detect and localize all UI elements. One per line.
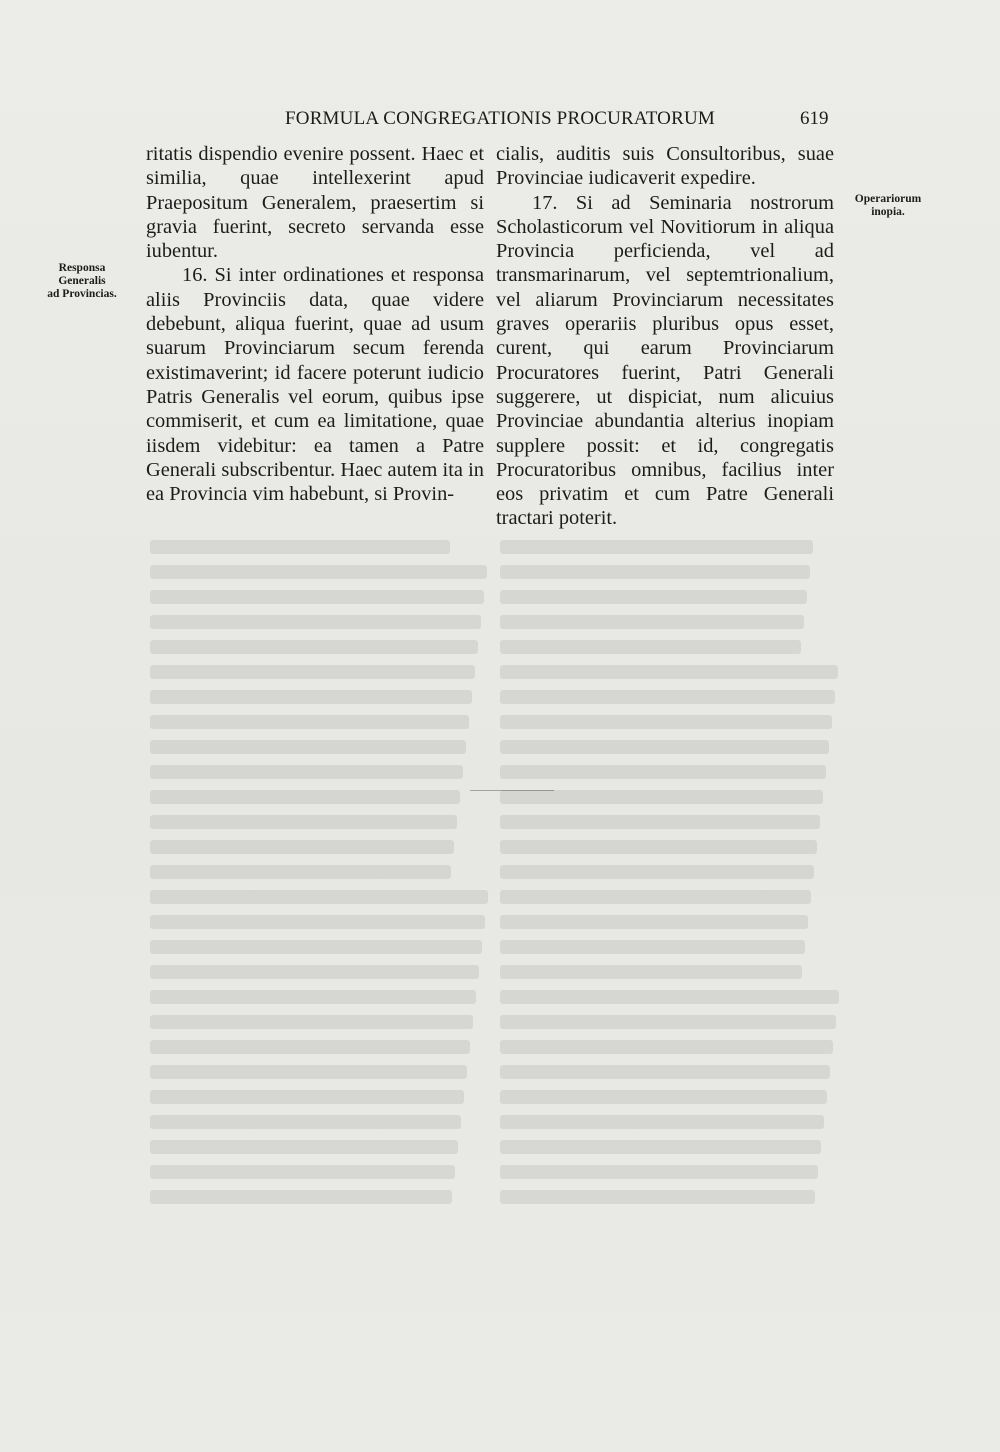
show-through-line xyxy=(500,990,839,1004)
margin-note-responsa xyxy=(32,262,132,301)
show-through-line xyxy=(500,715,832,729)
show-through-line xyxy=(500,1165,818,1179)
show-through-line xyxy=(150,940,482,954)
show-through-line xyxy=(150,1115,461,1129)
show-through-line xyxy=(150,990,476,1004)
show-through-line xyxy=(500,940,805,954)
show-through-line xyxy=(150,1090,464,1104)
show-through-line xyxy=(150,865,451,879)
show-through-line xyxy=(150,690,472,704)
show-through-line xyxy=(500,790,823,804)
show-through-line xyxy=(150,665,475,679)
show-through-line xyxy=(500,965,802,979)
show-through-line xyxy=(150,790,460,804)
show-through-line xyxy=(500,640,801,654)
margin-note-line: inopia. xyxy=(871,206,905,218)
show-through-line xyxy=(500,615,804,629)
show-through-line xyxy=(150,1190,452,1204)
show-through-line xyxy=(150,540,450,554)
paragraph-17: 17. Si ad Seminaria nostrorum Scholasticorum vel Novitiorum in aliqua Provincia perficienda, vel ad transmarinarum, vel septemtrionalium, vel aliarum Provinciarum necessitates graves operariis pluribus opus esset, curent, qui earum Provinciarum Procuratores fuerint, Patri Generali suggerere, ut dispiciat, num alicuius Provinciae abundantia alterius inopiam supplere possit: et id, congregatis Procuratoribus omnibus, facilius inter eos privatim et cum Patre Generali tractari poterit. xyxy=(496,191,834,530)
show-through-line xyxy=(150,915,485,929)
show-through-line xyxy=(500,1090,827,1104)
show-through-line xyxy=(150,640,478,654)
margin-note-line: Generalis xyxy=(58,275,106,287)
show-through-line xyxy=(500,1190,815,1204)
show-through-line xyxy=(500,890,811,904)
show-through-line xyxy=(150,965,479,979)
show-through-line xyxy=(500,1040,833,1054)
right-text-column xyxy=(496,142,834,531)
show-through-line xyxy=(500,540,813,554)
show-through-line xyxy=(500,915,808,929)
paragraph-continuation: cialis, auditis suis Consultoribus, suae Provinciae iudicaverit expedire. xyxy=(496,143,834,190)
show-through-line xyxy=(500,815,820,829)
show-through-line xyxy=(150,1140,458,1154)
show-through-line xyxy=(150,1040,470,1054)
paragraph-16: 16. Si inter ordinationes et responsa aliis Provinciis data, quae videre debebunt, aliqua fuerint, quae ad usum suarum Provinciarum secum ferenda existimaverint; id facere poterunt iudicio Patris Generalis vel eorum, quibus ipse commiserit, et cum ea limitatione, quae iisdem videbitur: ea tamen a Patre Generali subscribentur. Haec autem ita in ea Provincia vim habebunt, si Provin- xyxy=(146,264,484,506)
show-through-line xyxy=(500,1140,821,1154)
show-through-line xyxy=(150,840,454,854)
show-through-line xyxy=(150,565,487,579)
running-title: FORMULA CONGREGATIONIS PROCURATORUM xyxy=(285,108,715,129)
left-text-column xyxy=(146,142,484,506)
show-through-line xyxy=(500,1115,824,1129)
show-through-line xyxy=(150,890,488,904)
show-through-line xyxy=(150,740,466,754)
show-through-line xyxy=(500,840,817,854)
margin-note-line: Operariorum xyxy=(854,193,922,205)
show-through-line xyxy=(150,1065,467,1079)
show-through-rule xyxy=(470,790,554,791)
page-number: 619 xyxy=(800,108,829,129)
show-through-line xyxy=(500,1015,836,1029)
show-through-line xyxy=(150,615,481,629)
show-through-line xyxy=(500,1065,830,1079)
show-through-line xyxy=(500,765,826,779)
show-through-texture xyxy=(0,540,1000,1260)
show-through-line xyxy=(150,590,484,604)
show-through-line xyxy=(150,1165,455,1179)
margin-note-line: Responsa xyxy=(58,262,106,274)
show-through-line xyxy=(500,740,829,754)
show-through-line xyxy=(500,665,838,679)
paragraph-continuation: ritatis dispendio evenire possent. Haec et similia, quae intellexerint apud Praepositum Generalem, praesertim si gravia fuerint, secreto servanda esse iubentur. xyxy=(146,143,484,263)
show-through-line xyxy=(500,590,807,604)
margin-note-operariorum xyxy=(838,193,938,219)
margin-note-line: ad Provincias. xyxy=(47,288,117,300)
show-through-line xyxy=(150,715,469,729)
show-through-line xyxy=(500,565,810,579)
show-through-line xyxy=(150,765,463,779)
show-through-line xyxy=(500,865,814,879)
show-through-line xyxy=(150,1015,473,1029)
show-through-line xyxy=(500,690,835,704)
show-through-line xyxy=(150,815,457,829)
